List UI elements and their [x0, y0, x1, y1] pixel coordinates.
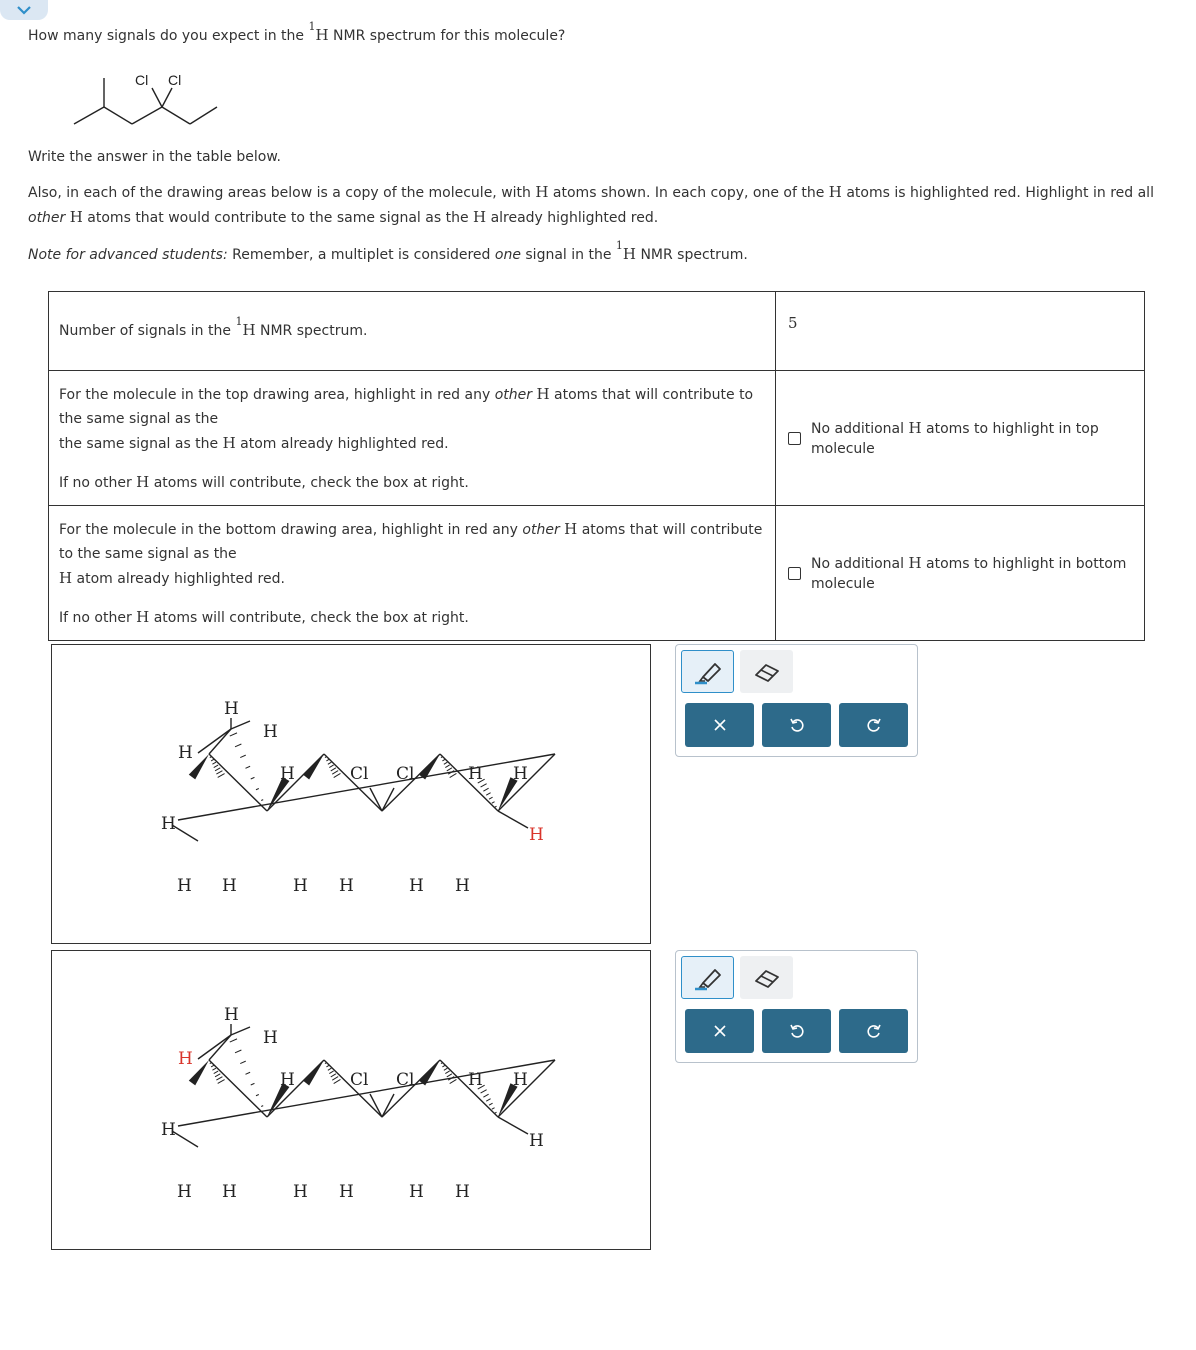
signals-answer-field[interactable]: 5 — [776, 292, 1145, 371]
hydrogen-label[interactable]: H — [178, 743, 193, 763]
wedge-bond — [303, 1060, 324, 1085]
chlorine-label: Cl — [135, 72, 149, 88]
hash-bond — [331, 1074, 336, 1077]
redo-icon — [866, 1023, 882, 1039]
hash-bond — [447, 1074, 452, 1077]
hash-bond — [447, 768, 452, 771]
eraser-icon — [752, 659, 782, 685]
hydrogen-label[interactable]: H — [513, 764, 528, 784]
hash-bond — [218, 774, 225, 778]
bond — [172, 1131, 198, 1147]
hash-bond — [230, 733, 237, 736]
question-text: How many signals do you expect in the $^1$H NMR spectrum for this molecule? — [28, 20, 566, 44]
bond — [198, 1035, 231, 1059]
hash-bond — [329, 765, 333, 768]
hash-bond — [256, 789, 259, 790]
bond — [530, 754, 555, 826]
eraser-icon — [752, 965, 782, 991]
hash-bond — [326, 759, 329, 761]
top-highlight-instruction-cell: For the molecule in the top drawing area, highlight in red any other H atoms that will contribute to the same signal as the the same signal as the H atom already highlighted red. If no other H atoms will contribute, check the box at right. — [49, 371, 776, 506]
hash-bond — [326, 1065, 329, 1067]
hash-bond — [486, 1099, 490, 1101]
hydrogen-label[interactable]: H — [222, 876, 237, 896]
hash-bond — [215, 768, 220, 771]
redo-icon — [866, 717, 882, 733]
answer-table — [48, 291, 1145, 641]
bond — [231, 1027, 250, 1035]
hash-bond — [230, 1039, 237, 1042]
bond — [530, 1060, 555, 1132]
hash-bond — [240, 755, 245, 757]
bottom-highlight-instruction-cell: For the molecule in the bottom drawing area, highlight in red any other H atoms that will contribute to the same signal as the H atom already highlighted red. If no other H atoms will contribute, check the box at right. — [49, 506, 776, 641]
hydrogen-label[interactable]: H — [224, 1005, 239, 1025]
hash-bond — [245, 1072, 250, 1074]
hash-bond — [235, 744, 241, 747]
hash-bond — [332, 1077, 338, 1081]
hydrogen-label[interactable]: H — [529, 825, 544, 845]
signals-question-cell: Number of signals in the $^1$H NMR spectrum. — [49, 292, 776, 371]
eraser-tool[interactable] — [740, 650, 793, 693]
hash-bond — [251, 777, 255, 779]
hash-bond — [218, 1080, 225, 1084]
hydrogen-label[interactable]: H — [178, 1049, 193, 1069]
chevron-down-icon — [16, 5, 32, 15]
hash-bond — [328, 1068, 331, 1070]
bond — [209, 754, 267, 811]
undo-icon — [789, 717, 805, 733]
hash-bond — [334, 1079, 341, 1083]
bond — [231, 721, 250, 729]
bond — [198, 729, 231, 753]
hash-bond — [495, 1112, 497, 1113]
hash-bond — [334, 773, 341, 777]
highlighter-icon — [693, 659, 723, 685]
molecule-skeletal-structure — [60, 66, 230, 132]
bond — [370, 788, 382, 811]
top-no-additional-checkbox[interactable] — [788, 432, 801, 445]
hydrogen-label[interactable]: H — [177, 1182, 192, 1202]
hash-bond — [325, 757, 327, 758]
bond — [209, 1035, 231, 1060]
hash-bond — [215, 1074, 220, 1077]
hash-bond — [214, 765, 218, 767]
instruction-highlight: Also, in each of the drawing areas below is a copy of the molecule, with H atoms shown. In each copy, one of the H atoms is highlighted red. Highlight in red all other H atoms that would contribute to the same signal as the H already highlighted red. — [28, 183, 1154, 226]
hash-bond — [325, 1063, 327, 1064]
clear-button[interactable] — [685, 1009, 754, 1053]
highlighter-tool[interactable] — [681, 650, 734, 693]
hash-bond — [332, 771, 338, 775]
top-drawing-area[interactable] — [51, 644, 651, 944]
hydrogen-label[interactable]: H — [280, 1070, 295, 1090]
bond — [370, 1094, 382, 1117]
hash-bond — [261, 1106, 263, 1107]
hydrogen-label[interactable]: H — [161, 1120, 176, 1140]
hash-bond — [442, 1065, 445, 1067]
hash-bond — [329, 1071, 333, 1074]
hash-bond — [216, 771, 222, 774]
hash-bond — [450, 773, 457, 777]
hash-bond — [211, 759, 214, 761]
instruction-advanced-note: Note for advanced students: Remember, a multiplet is considered one signal in the $^1$H NMR spectrum. — [28, 239, 748, 263]
hash-bond — [492, 1108, 495, 1110]
hydrogen-label[interactable]: H — [513, 1070, 528, 1090]
eraser-tool[interactable] — [740, 956, 793, 999]
bottom-toolbar — [675, 950, 918, 1063]
hash-bond — [210, 1063, 212, 1064]
hash-bond — [489, 1103, 493, 1105]
redo-button[interactable] — [839, 703, 908, 747]
hash-bond — [212, 1068, 216, 1070]
hash-bond — [212, 762, 216, 764]
hash-bond — [444, 762, 447, 764]
hydrogen-label[interactable]: H — [224, 699, 239, 719]
hash-bond — [240, 1061, 245, 1063]
bottom-no-additional-checkbox[interactable] — [788, 567, 801, 580]
hydrogen-label[interactable]: H — [468, 1070, 483, 1090]
bond — [209, 1060, 267, 1117]
hydrogen-label[interactable]: H — [263, 1028, 278, 1048]
collapse-button[interactable] — [0, 0, 48, 20]
hash-bond — [331, 768, 336, 771]
hydrogen-label[interactable]: H — [468, 764, 483, 784]
hydrogen-label[interactable]: H — [161, 814, 176, 834]
hash-bond — [445, 1071, 449, 1074]
hash-bond — [210, 757, 212, 758]
hash-bond — [445, 765, 449, 768]
bond — [498, 811, 528, 828]
bond — [382, 788, 394, 811]
bond — [209, 729, 231, 754]
hydrogen-label[interactable]: H — [409, 1182, 424, 1202]
clear-button[interactable] — [685, 703, 754, 747]
hash-bond — [486, 793, 490, 795]
bond — [498, 1117, 528, 1134]
hash-bond — [441, 757, 443, 758]
undo-icon — [789, 1023, 805, 1039]
hash-bond — [211, 1065, 214, 1067]
hydrogen-label[interactable]: H — [339, 876, 354, 896]
chlorine-label: Cl — [168, 72, 182, 88]
hash-bond — [214, 1071, 218, 1073]
highlighter-icon — [693, 965, 723, 991]
undo-button[interactable] — [762, 1009, 831, 1053]
redo-button[interactable] — [839, 1009, 908, 1053]
hash-bond — [328, 762, 331, 764]
hash-bond — [261, 800, 263, 801]
highlighter-tool[interactable] — [681, 956, 734, 999]
bottom-drawing-area[interactable] — [51, 950, 651, 1250]
hash-bond — [481, 1090, 487, 1093]
hash-bond — [441, 1063, 443, 1064]
top-checkbox-label: No additional H atoms to highlight in top molecule — [811, 418, 1099, 457]
hash-bond — [481, 784, 487, 787]
wedge-bond — [303, 754, 324, 779]
hash-bond — [450, 1079, 457, 1083]
hash-bond — [245, 766, 250, 768]
undo-button[interactable] — [762, 703, 831, 747]
chlorine-label: Cl — [396, 1070, 415, 1090]
hydrogen-label[interactable]: H — [409, 876, 424, 896]
hydrogen-label[interactable]: H — [280, 764, 295, 784]
hash-bond — [442, 759, 445, 761]
hash-bond — [489, 797, 493, 799]
bond — [382, 1094, 394, 1117]
bottom-checkbox-label: No additional H atoms to highlight in bottom molecule — [811, 553, 1127, 592]
top-checkbox-cell — [776, 371, 1145, 506]
hash-bond — [235, 1050, 241, 1053]
chlorine-label: Cl — [350, 764, 369, 784]
hydrogen-label[interactable]: H — [293, 876, 308, 896]
top-toolbar — [675, 644, 918, 757]
hydrogen-label[interactable]: H — [339, 1182, 354, 1202]
hash-bond — [492, 802, 495, 804]
close-icon — [713, 1024, 727, 1038]
close-icon — [713, 718, 727, 732]
hydrogen-label[interactable]: H — [263, 722, 278, 742]
hash-bond — [483, 788, 488, 791]
hash-bond — [216, 1077, 222, 1080]
hydrogen-label[interactable]: H — [293, 1182, 308, 1202]
hash-bond — [444, 1068, 447, 1070]
hydrogen-label[interactable]: H — [455, 1182, 470, 1202]
hash-bond — [495, 806, 497, 807]
hash-bond — [256, 1095, 259, 1096]
bond — [172, 825, 198, 841]
hydrogen-label[interactable]: H — [177, 876, 192, 896]
chlorine-label: Cl — [396, 764, 415, 784]
hydrogen-label[interactable]: H — [222, 1182, 237, 1202]
bottom-checkbox-cell — [776, 506, 1145, 641]
hash-bond — [251, 1083, 255, 1085]
hash-bond — [483, 1094, 488, 1097]
hydrogen-label[interactable]: H — [529, 1131, 544, 1151]
hydrogen-label[interactable]: H — [455, 876, 470, 896]
instruction-write-answer: Write the answer in the table below. — [28, 149, 281, 165]
chlorine-label: Cl — [350, 1070, 369, 1090]
